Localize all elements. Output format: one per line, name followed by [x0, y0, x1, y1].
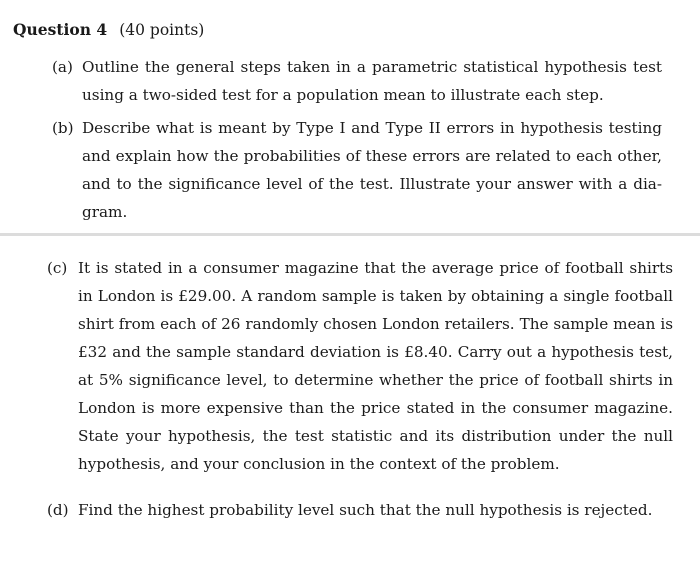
part-b	[52, 114, 662, 226]
question-panel-top	[0, 0, 700, 233]
question-panel-bottom	[0, 236, 700, 562]
question-points: (40 points)	[119, 21, 205, 39]
part-d	[47, 496, 673, 524]
part-d-text: Find the highest probability level such that the null hypothesis is rejected.	[78, 501, 653, 519]
part-c	[47, 254, 673, 478]
part-b-text: Describe what is meant by Type I and Type II errors in hypothesis testing and explain how the probabilities of these errors are related to each other, and to the significance level of the test. Illustrate your answer with a dia- gram.	[82, 119, 662, 221]
part-a	[52, 53, 662, 109]
part-b-label: (b)	[52, 119, 74, 137]
part-c-label: (c)	[47, 259, 68, 277]
part-a-label: (a)	[52, 58, 73, 76]
part-d-label: (d)	[47, 501, 69, 519]
part-a-text: Outline the general steps taken in a parametric statistical hypothesis test using a two-sided test for a population mean to illustrate each step.	[82, 58, 662, 104]
part-c-text: It is stated in a consumer magazine that the average price of football shirts in London is £29.00. A random sample is taken by obtaining a single football shirt from each of 26 randomly chosen London retailers. The sample mean is £32 and the sample standard deviation is £8.40. Carry out a hypothesis test, at 5% significance level, to determine whether the price of football shirts in London is more expensive than the price stated in the consumer magazine. State your hypothesis, the test statistic and its distribution under the null hypothesis, and your conclusion in the context of the problem.	[78, 259, 673, 473]
question-header	[13, 20, 204, 39]
question-title: Question 4	[13, 20, 108, 39]
